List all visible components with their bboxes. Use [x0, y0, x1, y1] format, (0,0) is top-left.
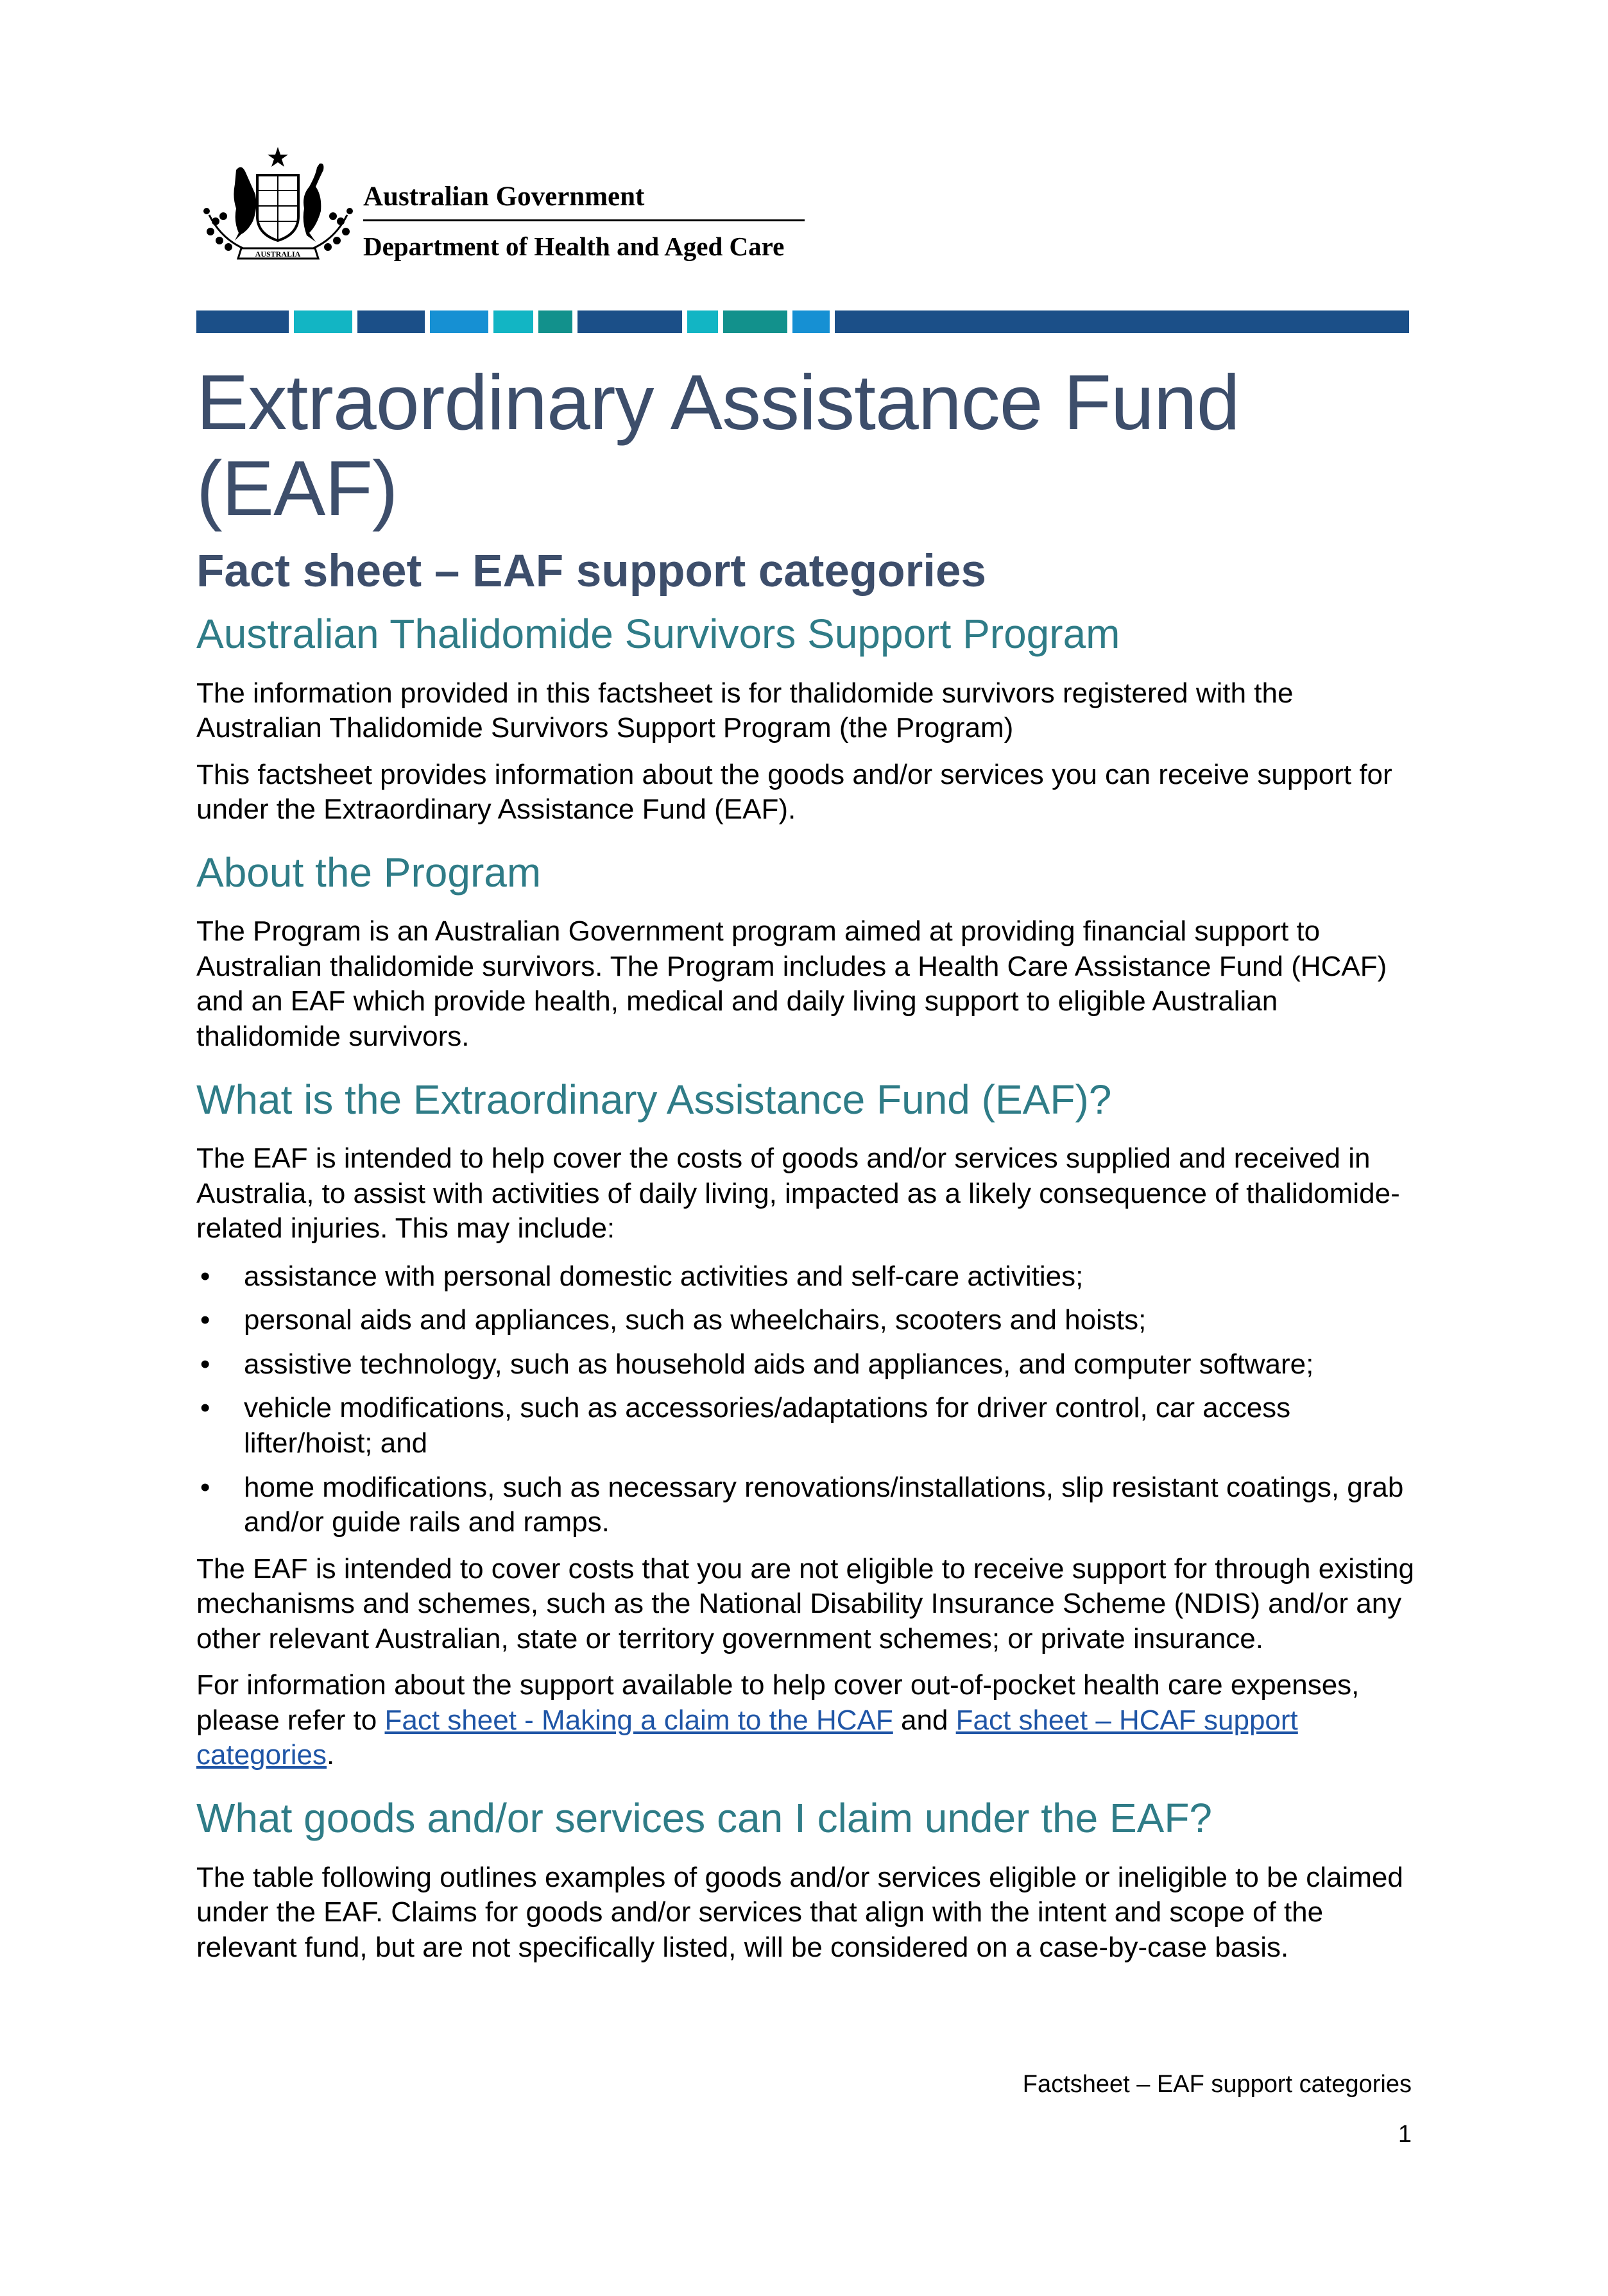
list-item [196, 1259, 1416, 1295]
paragraph-program-2: This factsheet provides information about the goods and/or services you can receive support for under the Extraordinary Assistance Fund (EAF). [196, 758, 1392, 826]
page-title: Extraordinary Assistance Fund (EAF) [196, 359, 1240, 532]
list-item [196, 1470, 1416, 1540]
color-band [196, 310, 1409, 333]
list-item-text: assistance with personal domestic activities and self-care activities; [244, 1260, 1084, 1292]
list-item-text: vehicle modifications, such as accessories/adaptations for driver control, car access lifter/hoist; and [244, 1392, 1291, 1459]
page-subtitle: Fact sheet – EAF support categories [196, 546, 986, 597]
bullet-icon: • [200, 1348, 210, 1380]
color-band-segment [357, 310, 425, 333]
main-content [196, 359, 1416, 1965]
color-band-segment [430, 310, 488, 333]
color-band-segment [723, 310, 788, 333]
heading-program: Australian Thalidomide Survivors Support Program [196, 611, 1120, 658]
paragraph-what-is-3 [196, 1668, 1416, 1773]
list-item-text: home modifications, such as necessary renovations/installations, slip resistant coatings, grab and/or guide rails and ramps. [244, 1471, 1404, 1538]
paragraph-what-is-2: The EAF is intended to cover costs that you are not eligible to receive support for through existing mechanisms and schemes, such as the National Disability Insurance Scheme (NDIS) and/or any other relevant Australian, state or territory government schemes; or private insurance. [196, 1552, 1414, 1654]
link-making-claim-hcaf[interactable]: Fact sheet - Making a claim to the HCAF [384, 1704, 893, 1736]
heading-about: About the Program [196, 849, 542, 896]
coat-of-arms-logo [196, 144, 360, 269]
bullet-icon: • [200, 1304, 210, 1336]
list-item [196, 1347, 1416, 1382]
list-item-text: assistive technology, such as household aids and appliances, and computer software; [244, 1348, 1314, 1380]
paragraph-goods-1: The table following outlines examples of goods and/or services eligible or ineligible to be claimed under the EAF. Claims for goods and/or services that align with the intent and scope of the relevant fund, but are not specifically listed, will be considered on a case-by-case basis. [196, 1861, 1403, 1963]
color-band-segment [196, 310, 289, 333]
government-name: Australian Government [363, 182, 645, 212]
footer-text: Factsheet – EAF support categories [1022, 2071, 1412, 2098]
list-item [196, 1303, 1416, 1338]
list-item [196, 1391, 1416, 1461]
paragraph-program-1: The information provided in this factsheet is for thalidomide survivors registered with the Australian Thalidomide Survivors Support Program (the Program) [196, 677, 1294, 744]
department-name: Department of Health and Aged Care [363, 232, 785, 261]
color-band-segment [294, 310, 352, 333]
list-item-text: personal aids and appliances, such as wheelchairs, scooters and hoists; [244, 1304, 1147, 1336]
paragraph-about-1: The Program is an Australian Government program aimed at providing financial support to Australian thalidomide survivors. The Program includes a Health Care Assistance Fund (HCAF) and an EAF which provide health, medical and daily living support to eligible Australian thalidomide survivors. [196, 915, 1387, 1053]
color-band-segment [687, 310, 718, 333]
paragraph-text: . [327, 1739, 335, 1771]
bullet-icon: • [200, 1471, 210, 1503]
color-band-segment [538, 310, 572, 333]
color-band-segment [577, 310, 682, 333]
paragraph-text: For information about the support available to help cover out-of-pocket health care expenses, please refer to [196, 1669, 1360, 1736]
bullet-icon: • [200, 1392, 210, 1424]
page-number: 1 [1398, 2121, 1412, 2148]
heading-what-is: What is the Extraordinary Assistance Fund (EAF)? [196, 1076, 1112, 1123]
heading-goods: What goods and/or services can I claim under the EAF? [196, 1794, 1212, 1841]
color-band-segment [835, 310, 1409, 333]
bullet-icon: • [200, 1260, 210, 1292]
svg-text:AUSTRALIA: AUSTRALIA [255, 250, 301, 259]
bullet-list [196, 1259, 1416, 1540]
logo-divider [363, 219, 805, 221]
paragraph-what-is-1: The EAF is intended to help cover the costs of goods and/or services supplied and received in Australia, to assist with activities of daily living, impacted as a likely consequence of thalidomide-related injuries. This may include: [196, 1143, 1400, 1245]
color-band-segment [493, 310, 533, 333]
paragraph-text: and [893, 1704, 956, 1736]
link-hcaf-support-categories[interactable]: Fact sheet – HCAF support categories [196, 1704, 1298, 1771]
color-band-segment [792, 310, 829, 333]
